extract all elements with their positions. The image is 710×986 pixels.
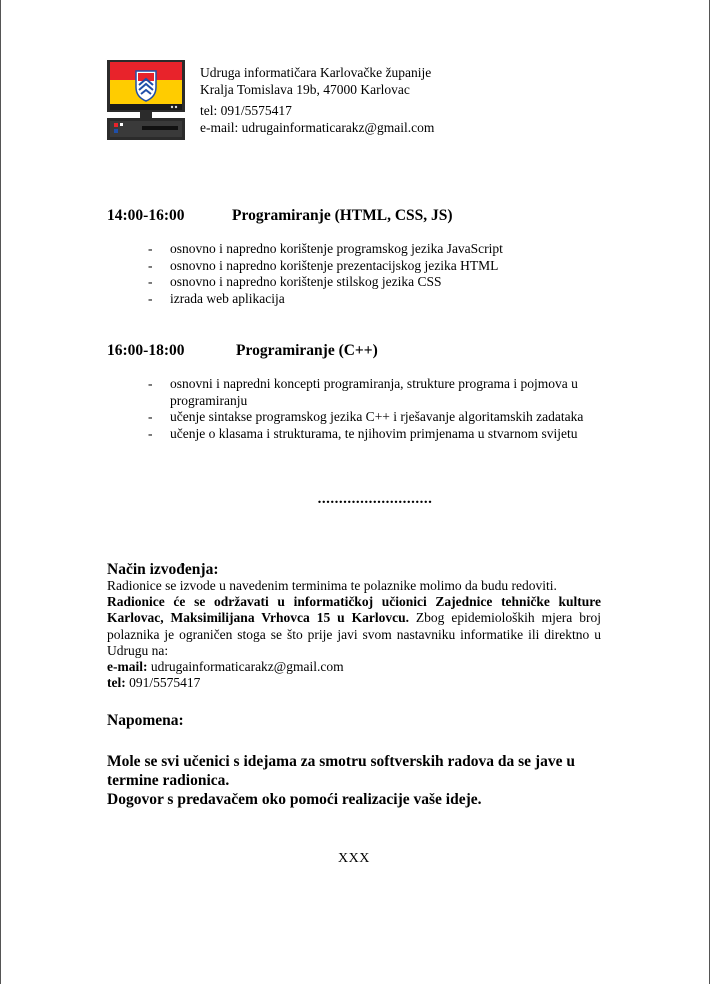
nacin-location: Radionice će se održavati u informatičkoj učionici Zajednice tehničke kulture Karlovac, Maksimilijana Vrhovca 15 u Karlovcu. bbox=[107, 594, 601, 626]
contact-email-label: e-mail: bbox=[107, 659, 148, 675]
nacin-body bbox=[107, 578, 601, 691]
session-title: Programiranje (C++) bbox=[236, 342, 378, 359]
org-email[interactable]: e-mail: udrugainformaticarakz@gmail.com bbox=[200, 120, 435, 135]
computer-monitor-with-coat-of-arms-icon bbox=[106, 59, 186, 141]
contact-tel: 091/5575417 bbox=[125, 675, 201, 691]
separator-dots: ........................... bbox=[317, 491, 433, 507]
napomena-line-1: Mole se svi učenici s idejama za smotru softverskih radova da se jave u termine radionica. bbox=[107, 753, 575, 789]
org-name: Udruga informatičara Karlovačke županije bbox=[200, 65, 432, 80]
session-heading-2 bbox=[107, 342, 378, 360]
nacin-details: Zbog epidemioloških mjera broj polaznika je ograničen stoga se što prije javi svom nastavniku informatike ili direktno u Udrugu na: bbox=[107, 610, 601, 658]
session-time: 16:00-18:00 bbox=[107, 342, 185, 359]
session-time: 14:00-16:00 bbox=[107, 207, 185, 224]
napomena-line-2: Dogovor s predavačem oko pomoći realizacije vaše ideje. bbox=[107, 791, 482, 808]
session-topics-1 bbox=[148, 241, 618, 307]
list-item: - osnovno i napredno korištenje stilskog jezika CSS bbox=[148, 274, 618, 291]
organization-info bbox=[200, 64, 434, 136]
list-item: - učenje o klasama i strukturama, te njihovim primjenama u stvarnom svijetu bbox=[148, 426, 606, 443]
org-address: Kralja Tomislava 19b, 47000 Karlovac bbox=[200, 82, 410, 97]
list-item: - učenje sintakse programskog jezika C++ i rješavanje algoritamskih zadataka bbox=[148, 409, 606, 426]
session-title: Programiranje (HTML, CSS, JS) bbox=[232, 207, 453, 224]
section-heading-napomena: Napomena: bbox=[107, 712, 184, 729]
org-phone: tel: 091/5575417 bbox=[200, 103, 292, 118]
contact-tel-label: tel: bbox=[107, 675, 126, 691]
section-heading-nacin: Način izvođenja: bbox=[107, 561, 219, 578]
footer-mark: XXX bbox=[338, 851, 370, 866]
list-item: - izrada web aplikacija bbox=[148, 291, 618, 308]
list-item: - osnovno i napredno korištenje prezentacijskog jezika HTML bbox=[148, 258, 618, 275]
napomena-text bbox=[107, 752, 607, 809]
list-item: - osnovni i napredni koncepti programiranja, strukture programa i pojmova u programiranju bbox=[148, 376, 606, 409]
nacin-line-1: Radionice se izvode u navedenim terminima te polaznike molimo da budu redoviti. bbox=[107, 578, 557, 593]
session-topics-2 bbox=[148, 376, 606, 442]
list-item: - osnovno i napredno korištenje programskog jezika JavaScript bbox=[148, 241, 618, 258]
contact-email[interactable]: udrugainformaticarakz@gmail.com bbox=[147, 659, 344, 675]
session-heading-1 bbox=[107, 207, 453, 225]
